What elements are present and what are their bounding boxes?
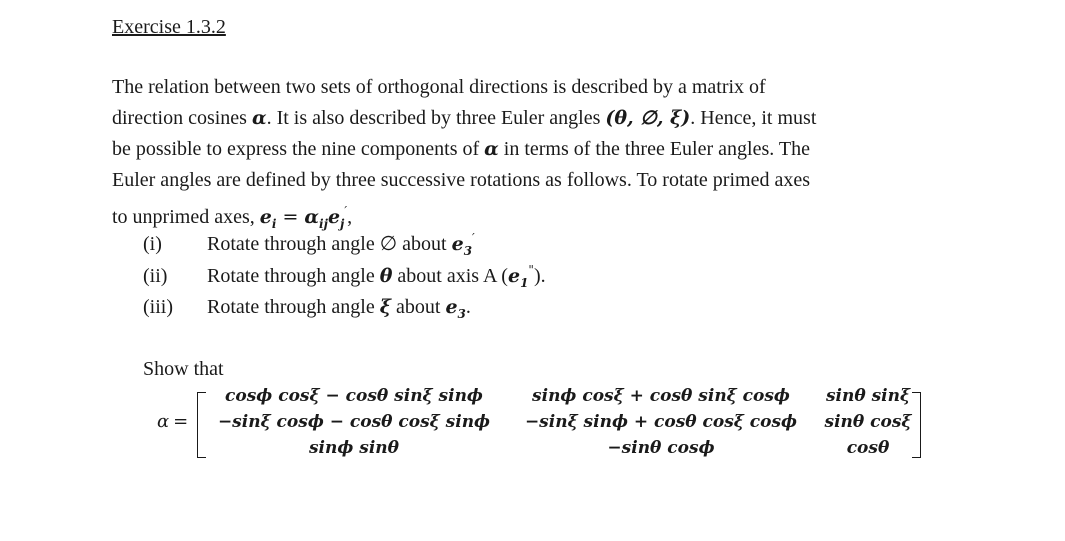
show-that-label: Show that: [143, 358, 224, 380]
theta-symbol: θ: [379, 265, 393, 287]
matrix-cell-r1c3: sinθ sinξ: [825, 386, 911, 406]
matrix-cell-r1c1: cosϕ cosξ − cosθ sinξ sinϕ: [225, 386, 483, 406]
equals-symbol: =: [276, 206, 305, 228]
step-text: Rotate through angle: [207, 296, 380, 318]
step-text: Rotate through angle: [207, 265, 380, 287]
alpha-symbol: α: [484, 138, 499, 160]
matrix-cell-r3c3: cosθ: [846, 438, 890, 458]
euler-angles-symbol: (θ, ∅, ξ): [605, 107, 691, 129]
exercise-title: Exercise 1.3.2: [112, 16, 226, 38]
step-text: .: [465, 296, 471, 318]
matrix-lhs: α =: [157, 411, 189, 432]
text: be possible to express the nine components of: [112, 138, 485, 160]
step-ii: [143, 263, 546, 290]
paragraph-line-4: Euler angles are defined by three successive rotations as follows. To rotate primed axes: [112, 169, 810, 191]
step-text: Rotate through angle ∅ about: [207, 233, 452, 255]
step-number: (ii): [143, 265, 168, 287]
text: to unprimed axes,: [112, 206, 260, 228]
step-number: (i): [143, 233, 162, 255]
e3-symbol: $e_3$: [445, 296, 466, 321]
e1-double-prime-symbol: $e_1^"$: [507, 263, 534, 290]
paragraph-line-1: The relation between two sets of orthogonal directions is described by a matrix of: [112, 76, 766, 98]
text: . Hence, it must: [690, 107, 817, 129]
problem-paragraph: [112, 72, 942, 240]
paragraph-line-3: [112, 134, 942, 165]
text: ,: [347, 206, 353, 228]
matrix-cell-r2c2: −sinξ sinϕ + cosθ cosξ cosϕ: [524, 412, 798, 432]
e-i-symbol: $e_i$: [259, 206, 277, 231]
matrix-cell-r3c2: −sinθ cosϕ: [607, 438, 715, 458]
text: . It is also described by three Euler angles: [266, 107, 606, 129]
matrix-cell-r3c1: sinϕ sinθ: [308, 438, 400, 458]
xi-symbol: ξ: [379, 296, 391, 318]
matrix-left-bracket: [197, 392, 206, 458]
step-number: (iii): [143, 296, 173, 318]
step-text: ).: [533, 265, 546, 287]
step-text: about: [391, 296, 446, 318]
text: in terms of the three Euler angles. The: [498, 138, 810, 160]
step-iii: [143, 296, 471, 321]
text: direction cosines: [112, 107, 252, 129]
alpha-symbol: α: [251, 107, 267, 129]
step-i: [143, 231, 475, 258]
matrix-cell-r1c2: sinϕ cosξ + cosθ sinξ cosϕ: [532, 386, 790, 406]
step-text: about axis A (: [392, 265, 508, 287]
matrix-cell-r2c3: sinθ cosξ: [824, 412, 912, 432]
e3-prime-symbol: $e_3'$: [451, 231, 475, 258]
paragraph-line-2: [112, 103, 942, 134]
matrix-cell-r2c1: −sinξ cosϕ − cosθ cosξ sinϕ: [217, 412, 491, 432]
alpha-ij-symbol: $\alpha_{ij}e_j'$: [304, 204, 348, 231]
